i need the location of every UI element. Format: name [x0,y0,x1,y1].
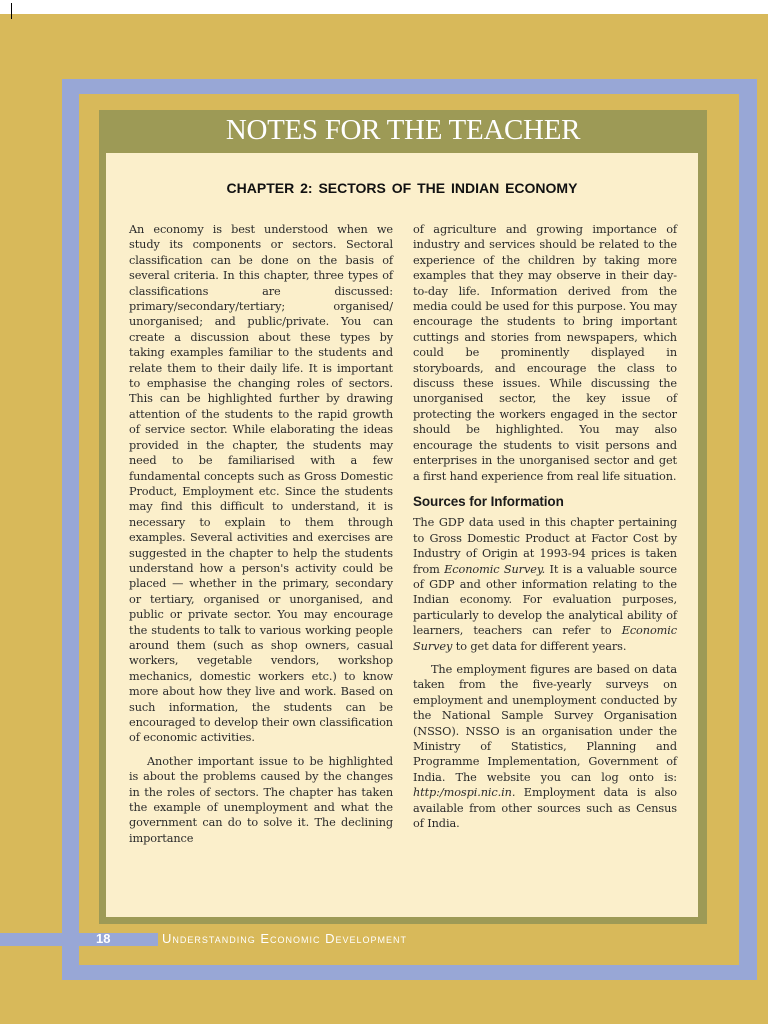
text-run: to get data for different years. [452,639,627,653]
text-run: It is a valuable source of GDP and other information relating to the Indian economy. For evaluation purposes, particularly to develop the analytical ability of learners, teachers can refer to [413,562,678,638]
text-run-italic: Economic Survey. [444,562,546,576]
paragraph: Another important issue to be highlighted is about the problems caused by the changes in the roles of sectors. The chapter has taken the example of unemployment and what the government can do to solve it. The declining importance [129,754,393,845]
paragraph: An economy is best understood when we study its components or sectors. Sectoral classification can be done on the basis of several criteria. In this chapter, three types of classifications are discussed: primary/secondary/tertiary; organised/ unorganised; and public/private. You can create a discussion about these types by taking examples familiar to the students and relate them to their daily life. It is important to emphasise the changing roles of sectors. This can be highlighted further by drawing attention of the students to the rapid growth of service sector. While elaborating the ideas provided in the chapter, the students may need to be familiarised with a few fundamental concepts such as Gross Domestic Product, Employment etc. Since the students may find this difficult to understand, it is necessary to explain to them through examples. Several activities and exercises are suggested in the chapter to help the students understand how a person's activity could be placed — whether in the primary, secondary or tertiary, organised or unorganised, and public or private sector. You may encourage the students to talk to various working people around them (such as shop owners, casual workers, vegetable vendors, workshop mechanics, domestic workers etc.) to know more about how they live and work. Based on such information, the students can be encouraged to develop their own classification of economic activities. [129,223,393,745]
text-run: The employment figures are based on data taken from the five-yearly surveys on employment and unemployment conducted by the National Sample Survey Organisation (NSSO). NSSO is an organisation under the Ministry of Statistics, Planning and Programme Implementation, Government of India. The website you can log onto is: [413,662,677,784]
website-link-text: http:/mospi.nic.in. [413,786,516,800]
text-run: Employment data is also available from other sources such as Census of India. [413,786,677,831]
top-white-strip [0,0,768,14]
text-run-italic: Economic Survey [413,624,677,653]
chapter-heading: CHAPTER 2: SECTORS OF THE INDIAN ECONOMY [226,180,578,196]
paragraph [413,662,677,831]
paragraph: of agriculture and growing importance of industry and services should be related to the experience of the children by taking more examples that they may observe in their day-to-day life. Information derived from the media could be used for this purpose. You may encourage the students to bring important cuttings and stories from newspapers, which could be prominently displayed in storyboards, and encourage the class to discuss these issues. While discussing the unorganised sector, the key issue of protecting the workers engaged in the sector should be highlighted. You may also encourage the students to visit persons and enterprises in the unorganised sector and get a first hand experience from real life situation. [413,223,677,483]
book-title: Understanding Economic Development [162,931,408,946]
paragraph [413,515,677,654]
page-number: 18 [96,931,111,946]
right-column [413,222,677,839]
page-title: NOTES FOR THE TEACHER [225,114,581,146]
footer-bar [0,933,158,946]
sources-heading: Sources for Information [413,493,564,509]
left-column [129,222,393,854]
text-run: The GDP data used in this chapter pertaining to Gross Domestic Product at Factor Cost by Industry of Origin at 1993-94 prices is taken from [413,516,677,576]
crop-mark [11,3,12,19]
